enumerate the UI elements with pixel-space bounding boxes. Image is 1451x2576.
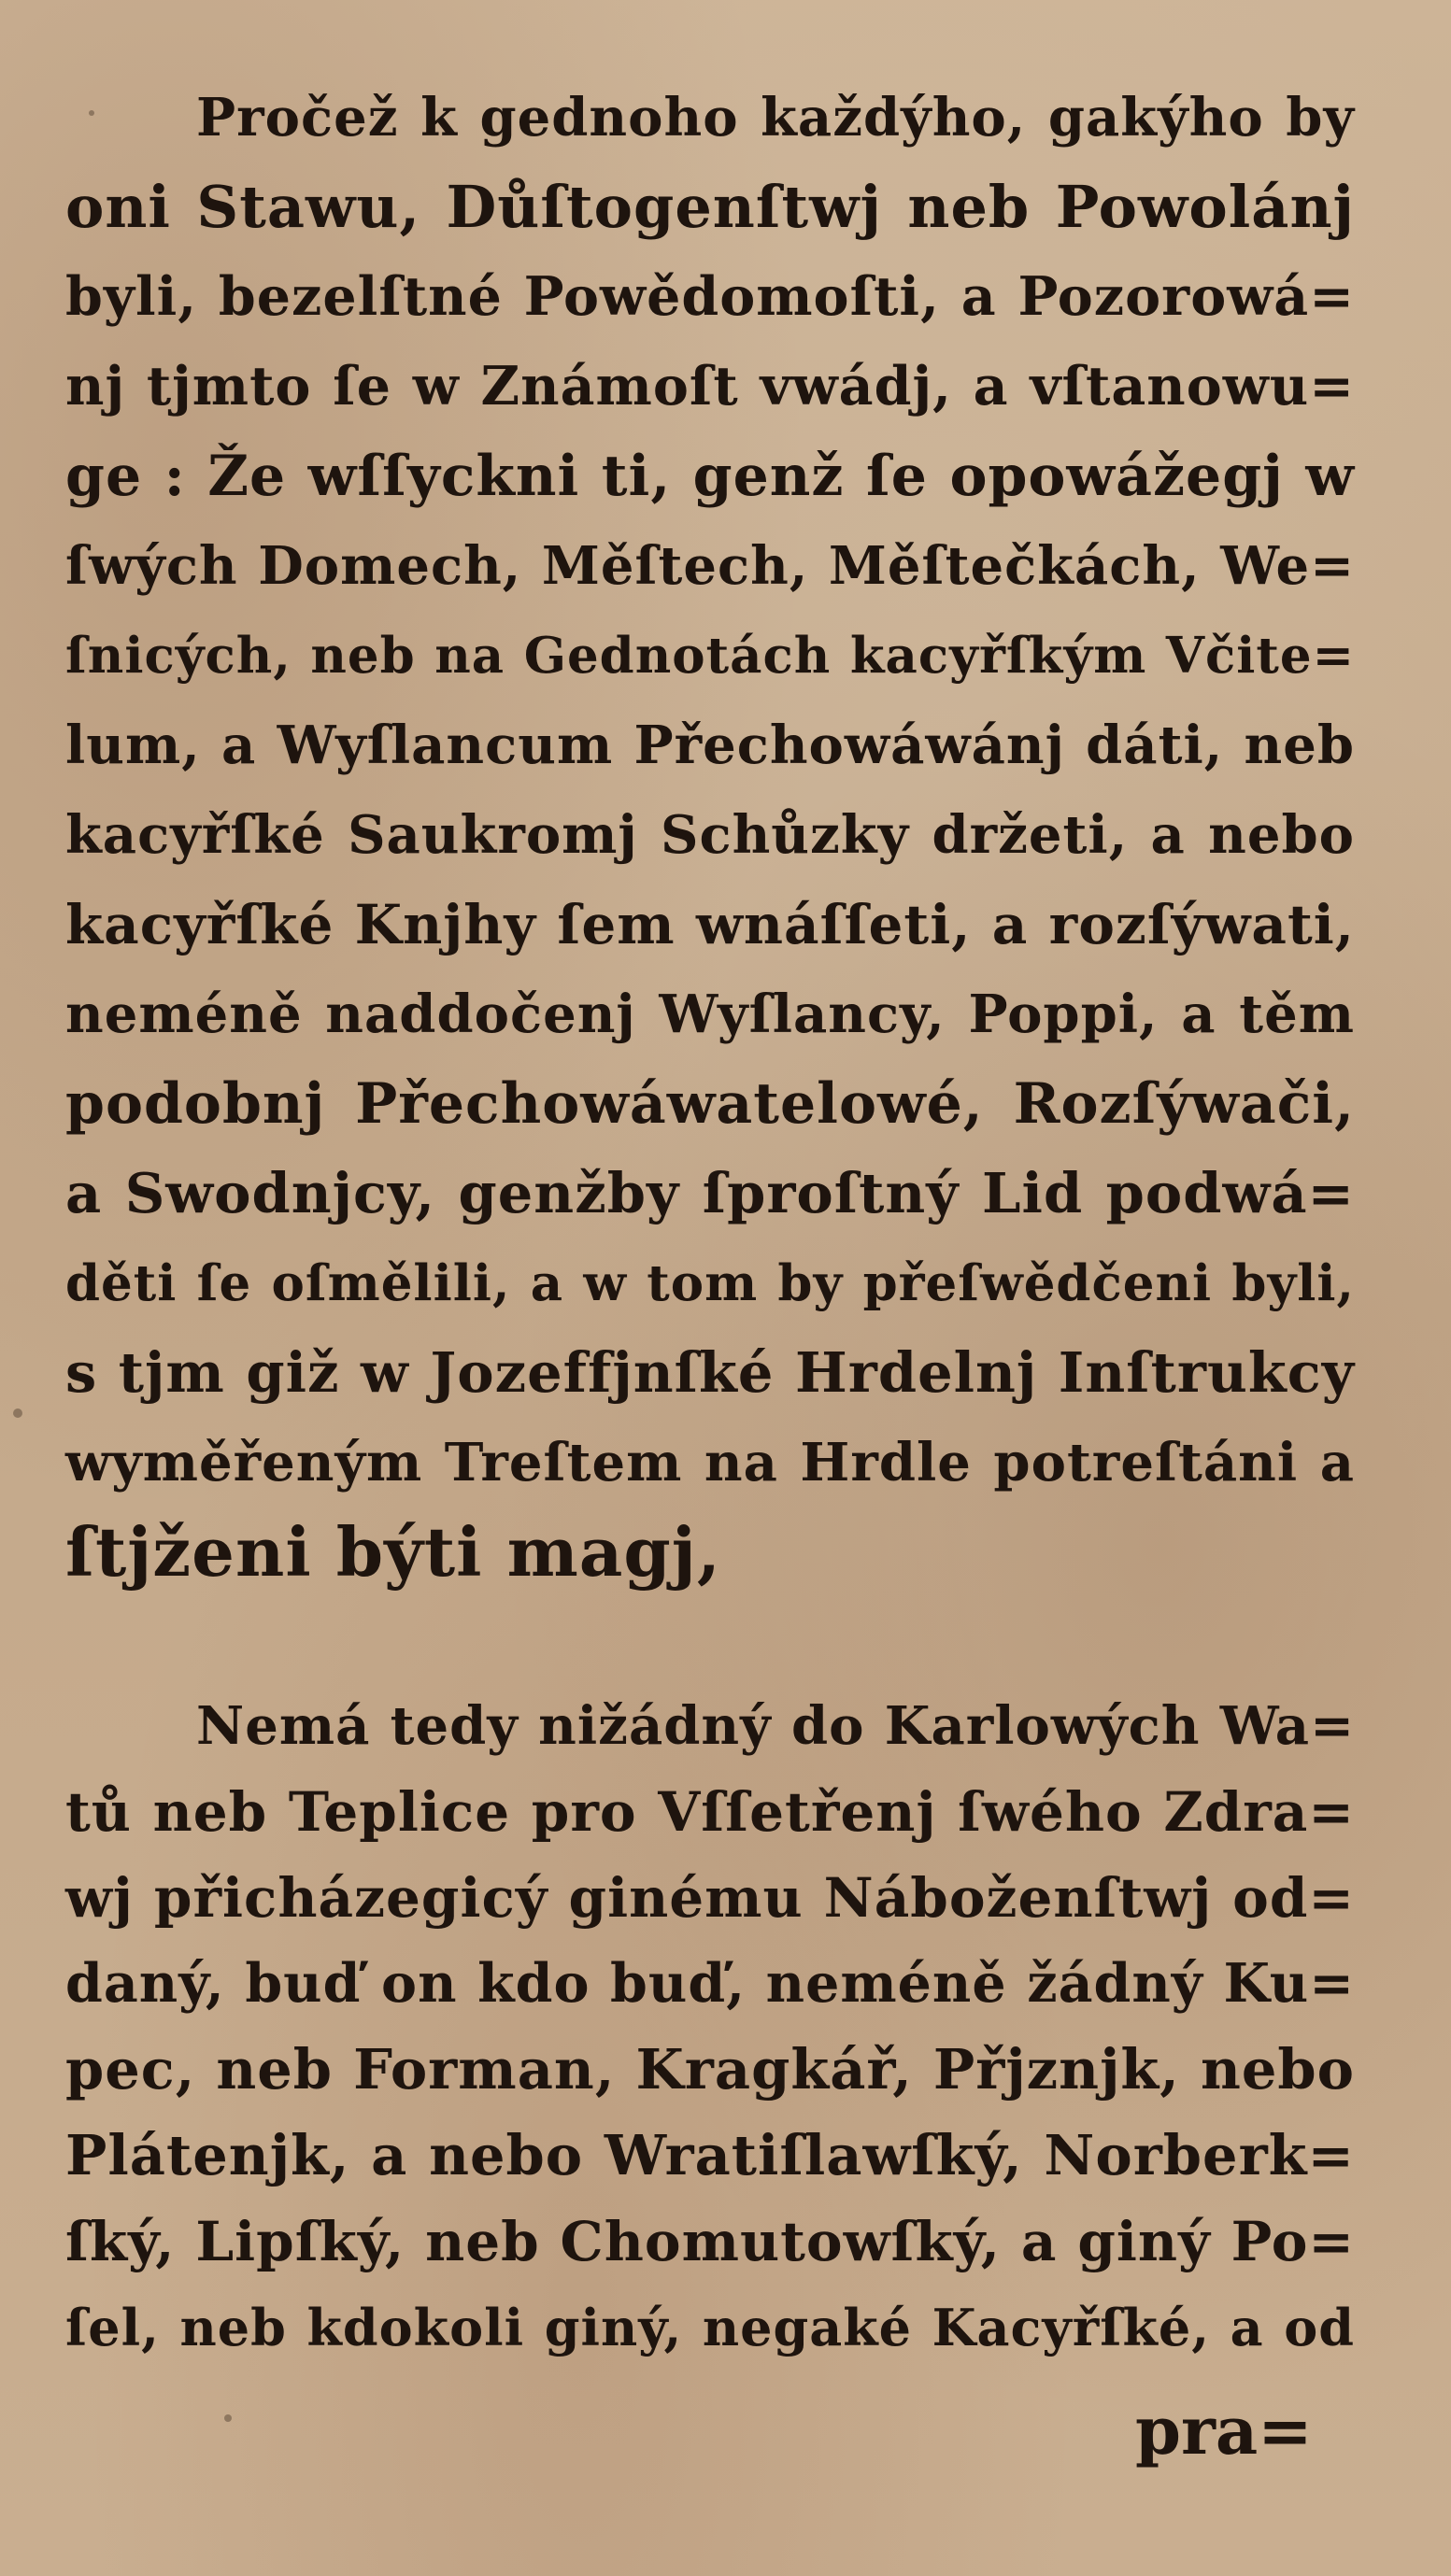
- text-line: Plátenjk, a nebo Wratiſlawſký, Norberk=: [65, 2123, 1355, 2187]
- paragraph-1: [65, 73, 1355, 1614]
- paper-speck: [89, 110, 94, 116]
- text-line: neméně naddočenj Wyſlancy, Poppi, a těm: [65, 984, 1355, 1045]
- text-line: ſtjženi býti magj,: [65, 1512, 721, 1592]
- paper-speck: [13, 1408, 22, 1418]
- paper-speck: [224, 2414, 232, 2422]
- text-line: wyměřeným Treſtem na Hrdle potreſtáni a: [65, 1432, 1355, 1493]
- text-line: Nemá tedy nižádný do Karlowých Wa=: [196, 1695, 1355, 1757]
- text-line: děti ſe oſmělili, a w tom by přeſwědčeni byli,: [65, 1254, 1355, 1312]
- text-line: ſký, Lipſký, neb Chomutowſký, a giný Po=: [65, 2210, 1355, 2273]
- text-line: Pročež k gednoho každýho, gakýho by: [196, 87, 1355, 149]
- text-line: byli, bezelſtné Powědomoſti, a Pozorowá=: [65, 265, 1355, 328]
- text-line: podobnj Přechowáwatelowé, Rozſýwači,: [65, 1071, 1355, 1137]
- text-line: lum, a Wyſlancum Přechowáwánj dáti, neb: [65, 715, 1355, 776]
- text-line: ſnicých, neb na Gednotách kacyřſkým Včite=: [65, 627, 1355, 685]
- text-line: ſel, neb kdokoli giný, negaké Kacyřſké, a od: [65, 2298, 1355, 2357]
- text-line: daný, buď on kdo buď, neméně žádný Ku=: [65, 1952, 1355, 2015]
- text-line: wj přicházegicý ginému Náboženſtwj od=: [65, 1866, 1355, 1930]
- text-line: kacyřſké Saukromj Schůzky držeti, a nebo: [65, 804, 1355, 866]
- text-line: ge : Že wſſyckni ti, genž ſe opowážegj w: [65, 444, 1355, 509]
- text-line: tů neb Teplice pro Vſſetřenj ſwého Zdra=: [65, 1780, 1355, 1844]
- text-line: s tjm giž w Jozeffjnſké Hrdelnj Inſtrukcy: [65, 1340, 1355, 1405]
- text-line: pec, neb Forman, Kragkář, Přjznjk, nebo: [65, 2037, 1355, 2102]
- text-line: a Swodnjcy, genžby ſproſtný Lid podwá=: [65, 1161, 1355, 1225]
- text-line: nj tjmto ſe w Známoſt vwádj, a vſtanowu=: [65, 355, 1355, 418]
- catchword: pra=: [1135, 2392, 1313, 2470]
- text-line: kacyřſké Knjhy ſem wnáſſeti, a rozſýwati,: [65, 893, 1355, 956]
- paragraph-2: [65, 1681, 1355, 2391]
- text-line: ſwých Domech, Měſtech, Měſtečkách, We=: [65, 535, 1355, 597]
- text-line: oni Stawu, Důſtogenſtwj neb Powolánj: [65, 173, 1355, 241]
